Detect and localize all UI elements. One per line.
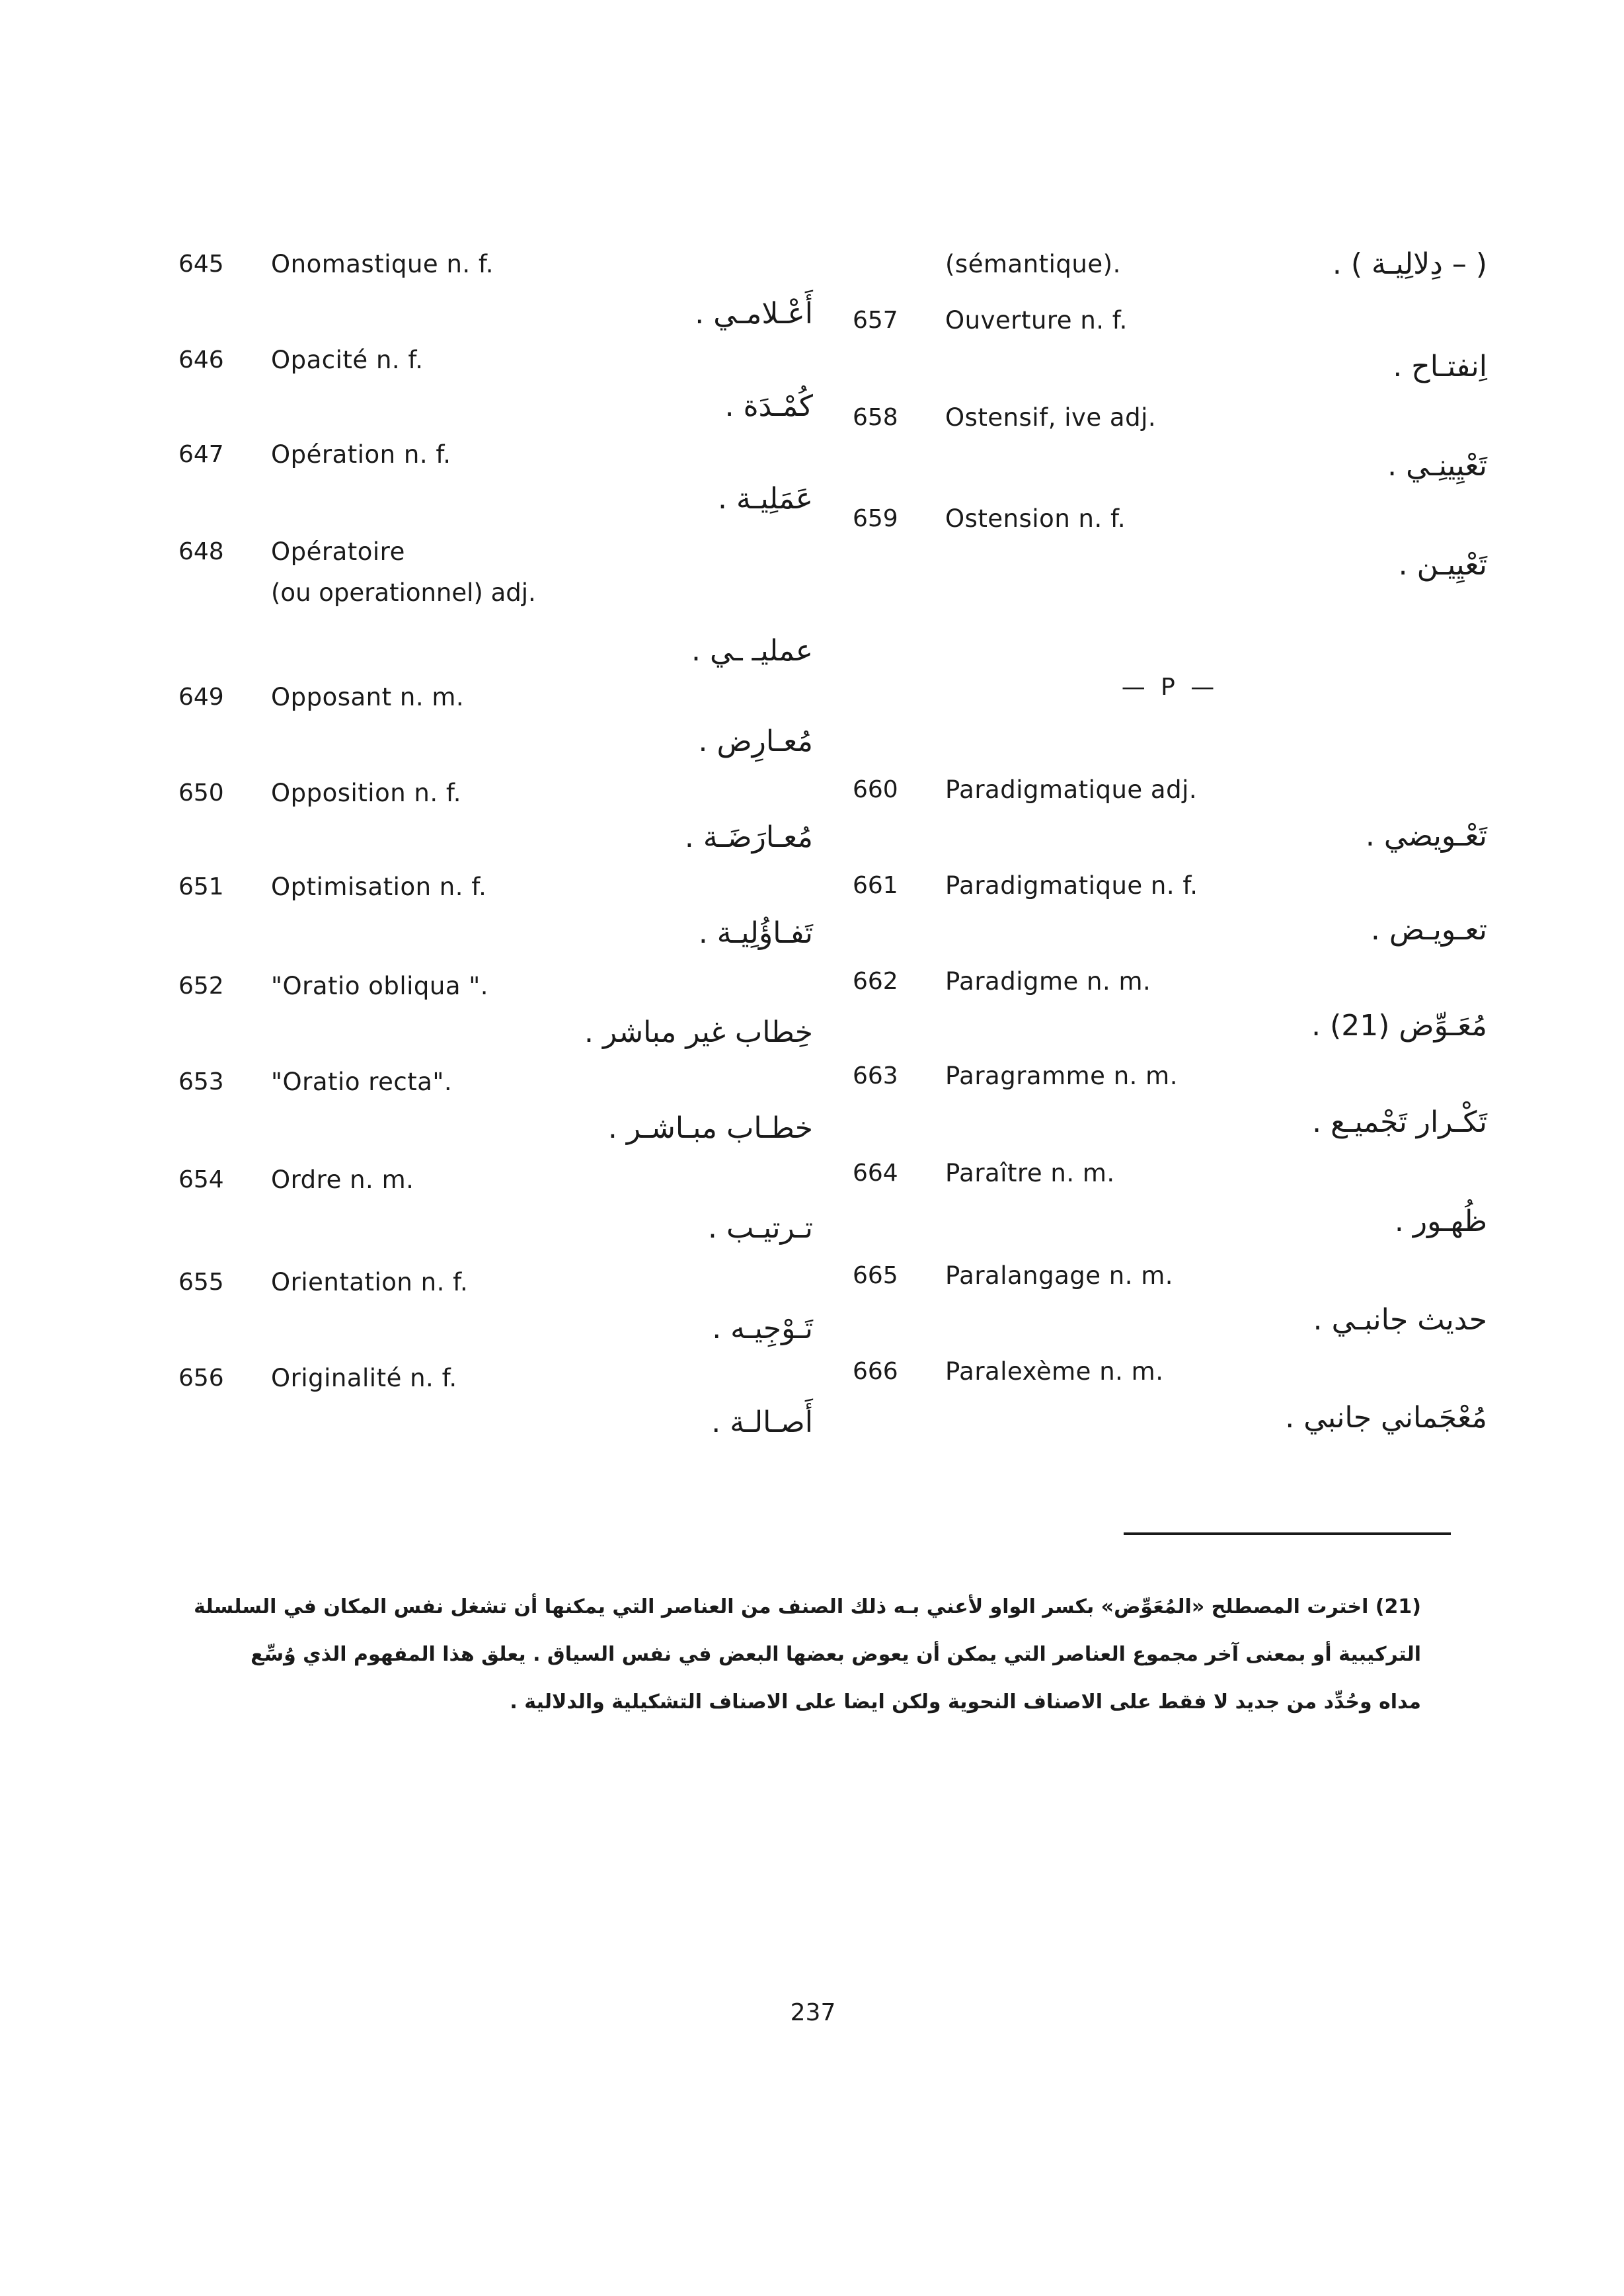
- entry-number: 653: [178, 1068, 224, 1095]
- entry-term: "Oratio obliqua ".: [271, 972, 489, 1000]
- entry-number: 660: [853, 776, 898, 803]
- entry-term: Opération n. f.: [271, 440, 451, 469]
- entry-arabic: اِنفتـاح .: [1393, 350, 1487, 383]
- footnote-separator: [1124, 1532, 1451, 1535]
- entry-number: 645: [178, 251, 224, 278]
- entry-arabic: تعـويـض .: [1370, 913, 1487, 947]
- entry-number: 650: [178, 779, 224, 807]
- entry-term: Opposition n. f.: [271, 779, 461, 807]
- entry-term: Opacité n. f.: [271, 346, 424, 374]
- entry-number: 665: [853, 1262, 898, 1289]
- entry-term: Ordre n. m.: [271, 1166, 414, 1194]
- entry-arabic: تَكْـرار تَجْميـع .: [1312, 1105, 1487, 1139]
- footnote-line: (21) اخترت المصطلح «المُعَوِّض» بكسر الواو لأعني بـه ذلك الصنف من العناصر التي يمكنها أن تشغل نفس المكان في السلسلة: [194, 1595, 1421, 1618]
- entry-arabic: تَعْـويضي .: [1365, 819, 1487, 853]
- entry-term: Optimisation n. f.: [271, 873, 487, 901]
- entry-term-continued: (ou operationnel) adj.: [271, 578, 536, 607]
- entry-number: 659: [853, 505, 898, 532]
- entry-arabic: حديث جانبـي .: [1313, 1303, 1487, 1337]
- entry-number: 666: [853, 1358, 898, 1385]
- entry-term: "Oratio recta".: [271, 1068, 453, 1096]
- entry-arabic: ظُهـور .: [1394, 1205, 1487, 1238]
- entry-arabic: تـرتيـب .: [707, 1211, 813, 1245]
- entry-arabic: تَفـاؤُلِيـة .: [698, 916, 813, 950]
- entry-number: 646: [178, 346, 224, 374]
- entry-number: 661: [853, 872, 898, 899]
- entry-term: Paradigmatique n. f.: [945, 871, 1198, 900]
- entry-term: Paralangage n. m.: [945, 1261, 1174, 1290]
- entry-arabic: عَمَلِيـة .: [718, 482, 813, 516]
- entry-number: 656: [178, 1365, 224, 1392]
- entry-term: Onomastique n. f.: [271, 250, 494, 278]
- footnote-line: التركيبية أو بمعنى آخر مجموع العناصر التي يمكن أن يعوض بعضها البعض في نفس السياق . يعلق هذا المفهوم الذي وُسِّع: [251, 1643, 1421, 1666]
- entry-arabic: مُعـارِض .: [698, 725, 813, 758]
- entry-arabic: خِطاب غير مباشر .: [584, 1015, 813, 1049]
- footnote: [178, 1583, 1421, 1726]
- entry-term: Originalité n. f.: [271, 1364, 457, 1392]
- entry-term: Opératoire: [271, 537, 405, 566]
- continuation-french: (sémantique).: [945, 250, 1121, 278]
- section-letter-heading: — P —: [1121, 674, 1219, 701]
- entry-arabic: مُعَـوِّض (21) .: [1311, 1009, 1487, 1043]
- entry-number: 664: [853, 1160, 898, 1187]
- entry-number: 655: [178, 1269, 224, 1296]
- entry-arabic: تَعْيِيـن .: [1398, 548, 1487, 582]
- entry-arabic: مُعْجَماني جانبي .: [1285, 1401, 1487, 1435]
- entry-number: 649: [178, 684, 224, 711]
- entry-term: Paraître n. m.: [945, 1159, 1115, 1187]
- entry-term: Paradigme n. m.: [945, 967, 1151, 996]
- entry-number: 663: [853, 1062, 898, 1089]
- entry-number: 654: [178, 1166, 224, 1193]
- entry-number: 651: [178, 873, 224, 900]
- entry-number: 662: [853, 968, 898, 995]
- entry-arabic: خطـاب مبـاشـر .: [607, 1111, 813, 1145]
- entry-arabic: عمليـ ـي .: [691, 634, 813, 668]
- entry-arabic: تَعْيِينِـي .: [1387, 449, 1487, 483]
- entry-term: Paragramme n. m.: [945, 1062, 1178, 1090]
- entry-number: 652: [178, 972, 224, 1000]
- entry-arabic: أَعْـلامـي .: [695, 297, 813, 331]
- entry-term: Ostension n. f.: [945, 504, 1126, 533]
- entry-arabic: أَصـالـة .: [711, 1405, 813, 1439]
- entry-term: Orientation n. f.: [271, 1268, 469, 1296]
- entry-number: 647: [178, 441, 224, 468]
- entry-term: Ouverture n. f.: [945, 306, 1128, 335]
- entry-term: Paralexème n. m.: [945, 1357, 1164, 1386]
- entry-number: 648: [178, 538, 224, 565]
- entry-term: Paradigmatique adj.: [945, 775, 1198, 804]
- entry-arabic: مُعـارَضَـة .: [684, 820, 813, 854]
- entry-arabic: تَـوْجِيـه .: [712, 1312, 813, 1345]
- entry-number: 658: [853, 404, 898, 431]
- entry-arabic: كُمْـدَة .: [724, 389, 813, 423]
- entry-number: 657: [853, 307, 898, 334]
- page-number: 237: [790, 1999, 836, 2026]
- entry-term: Ostensif, ive adj.: [945, 403, 1157, 432]
- entry-term: Opposant n. m.: [271, 683, 465, 711]
- footnote-line: مداه وحُدِّد من جديد لا فقط على الاصناف النحوية ولكن ايضا على الاصناف التشكيلية والدلالية .: [510, 1690, 1421, 1714]
- continuation-arabic: ( – دِلالِيـة ) .: [1332, 247, 1487, 281]
